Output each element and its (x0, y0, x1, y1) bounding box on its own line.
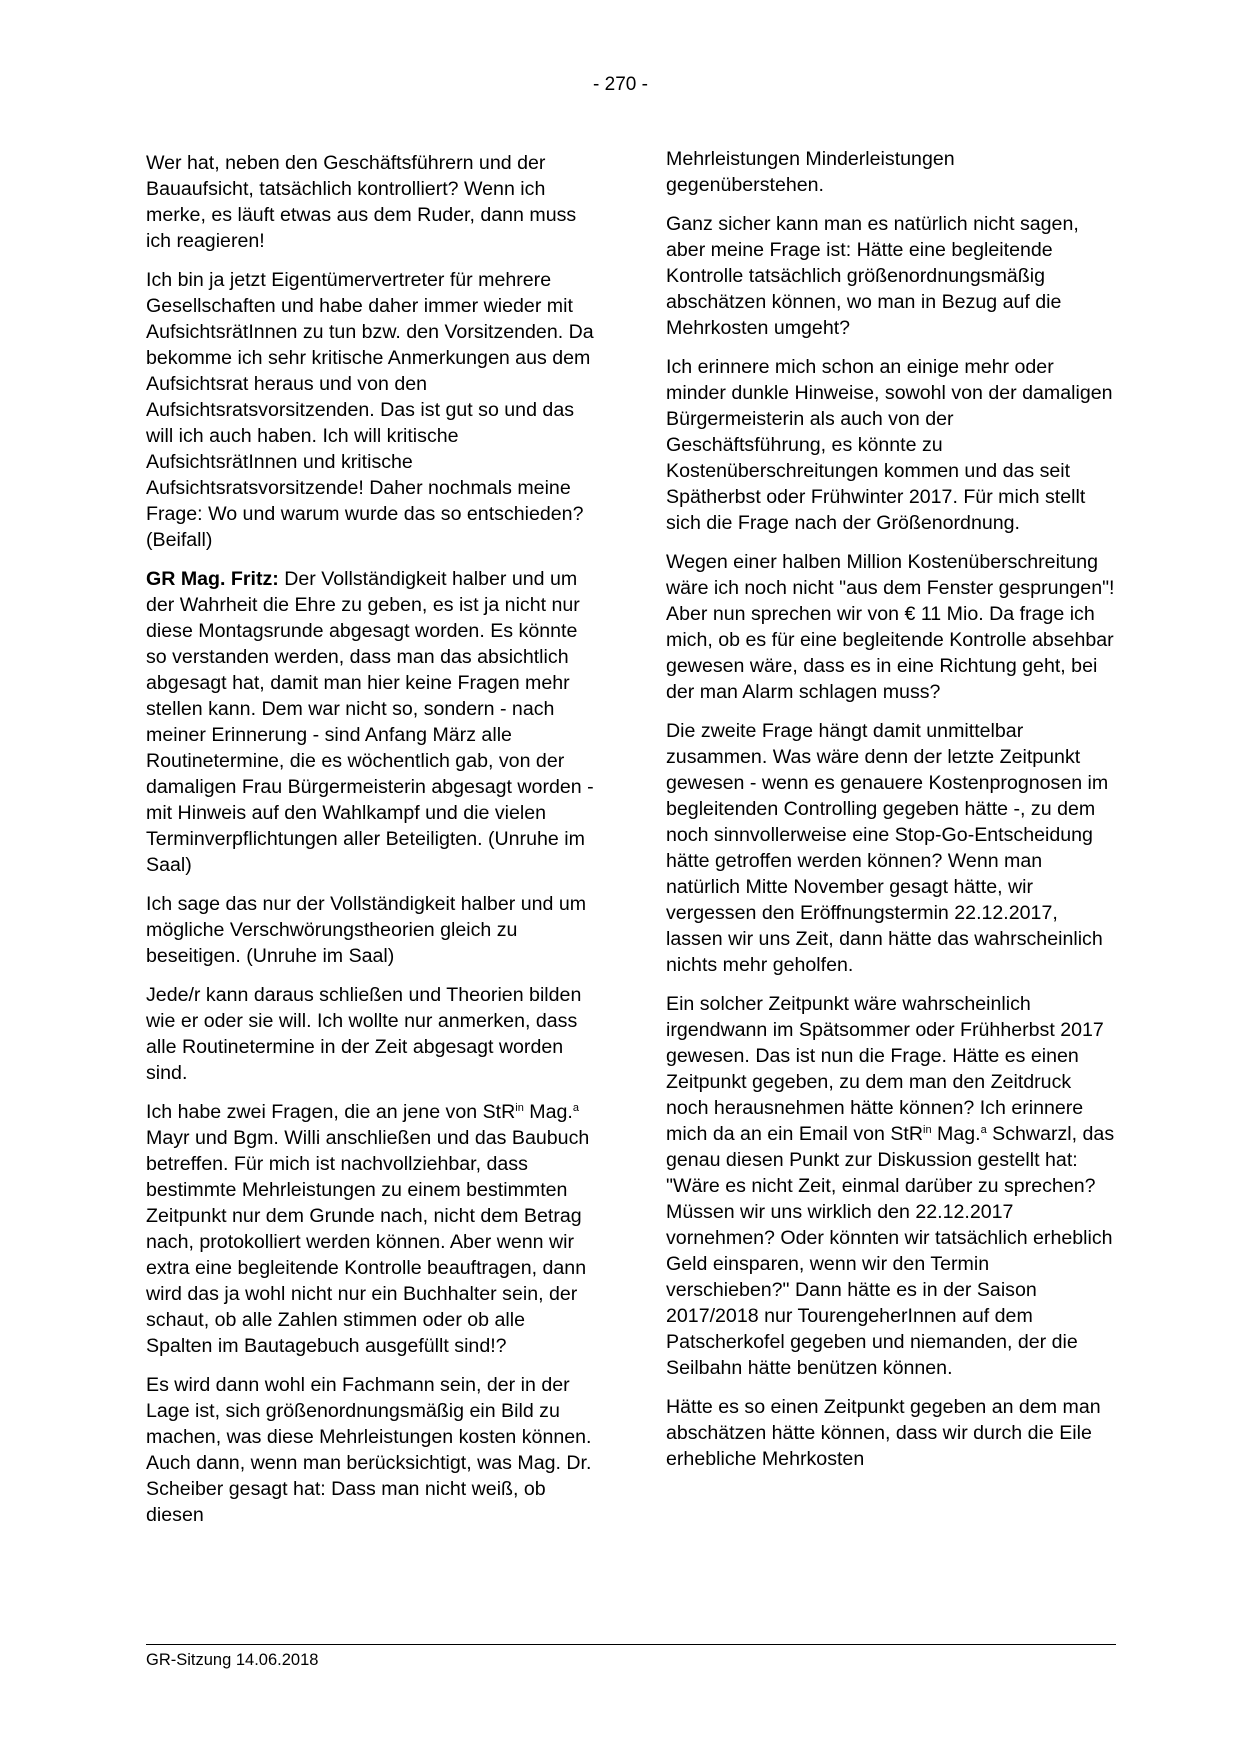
footer-session-date: GR-Sitzung 14.06.2018 (146, 1651, 319, 1669)
paragraph: Hätte es so einen Zeitpunkt gegeben an dem man abschätzen hätte können, dass wir durch die Eile erhebliche Mehrkosten (666, 1396, 1101, 1470)
left-column (146, 150, 596, 1541)
paragraph-text: Mag. (931, 1123, 981, 1145)
page-number: - 270 - (593, 74, 648, 95)
paragraph-text: Mayr und Bgm. Willi anschließen und das Baubuch betreffen. Für mich ist nachvollziehbar, dass bestimmte Mehrleistungen zu einem bestimmten Zeitpunkt nur dem Grunde nach, nicht dem Betrag nach, protokolliert werden können. Aber wenn wir extra eine begleitende Kontrolle beauftragen, dann wird das ja wohl nicht nur ein Buchhalter sein, der schaut, ob alle Zahlen stimmen oder ob alle Spalten im Bautagebuch ausgefüllt sind!? (146, 1127, 590, 1357)
paragraph: Wer hat, neben den Geschäftsführern und der Bauaufsicht, tatsächlich kontrolliert? Wenn ich merke, es läuft etwas aus dem Ruder, dann muss ich reagieren! (146, 152, 577, 252)
footer-divider (146, 1644, 1116, 1645)
paragraph-text: Ich habe zwei Fragen, die an jene von StR (146, 1101, 516, 1123)
paragraph: Ganz sicher kann man es natürlich nicht sagen, aber meine Frage ist: Hätte eine begleitende Kontrolle tatsächlich größenordnungsmäßig abschätzen können, wo man in Bezug auf die Mehrkosten umgeht? (666, 213, 1079, 339)
paragraph-text: Mag. (523, 1101, 573, 1123)
paragraph: Es wird dann wohl ein Fachmann sein, der in der Lage ist, sich größenordnungsmäßig ein Bild zu machen, was diese Mehrleistungen kosten können. Auch dann, wenn man berücksichtigt, was Mag. Dr. Scheiber gesagt hat: Dass man nicht weiß, ob diesen (146, 1374, 592, 1526)
paragraph-text: Der Vollständigkeit halber und um der Wahrheit die Ehre zu geben, es ist ja nicht nur diese Montagsrunde abgesagt worden. Es könnte so verstanden werden, dass man das absichtlich abgesagt hat, damit man hier keine Fragen mehr stellen kann. Dem war nicht so, sondern - nach meiner Erinnerung - sind Anfang März alle Routinetermine, die es wöchentlich gab, von der damaligen Frau Bürgermeisterin abgesagt worden - mit Hinweis auf den Wahlkampf und die vielen Terminverpflichtungen aller Beteiligten. (Unruhe im Saal) (146, 568, 594, 876)
paragraph-text: Ein solcher Zeitpunkt wäre wahrscheinlich irgendwann im Spätsommer oder Frühherbst 2017 gewesen. Das ist nun die Frage. Hätte es einen Zeitpunkt gegeben, zu dem man den Zeitdruck noch herausnehmen hätte können? Ich erinnere mich da an ein Email von StR (666, 993, 1104, 1145)
paragraph (146, 566, 596, 878)
paragraph: Die zweite Frage hängt damit unmittelbar zusammen. Was wäre denn der letzte Zeitpunkt gewesen - wenn es genauere Kostenprognosen im begleitenden Controlling gegeben hätte -, zu dem noch sinnvollerweise eine Stop-Go-Entscheidung hätte getroffen werden können? Wenn man natürlich Mitte November gesagt hätte, wir vergessen den Eröffnungstermin 22.12.2017, lassen wir uns Zeit, dann hätte das wahrscheinlich nichts mehr geholfen. (666, 720, 1109, 976)
paragraph: Wegen einer halben Million Kostenüberschreitung wäre ich noch nicht "aus dem Fenster gesprungen"! Aber nun sprechen wir von € 11 Mio. Da frage ich mich, ob es für eine begleitende Kontrolle absehbar gewesen wäre, dass es in eine Richtung geht, bei der man Alarm schlagen muss? (666, 551, 1115, 703)
paragraph (666, 991, 1116, 1381)
paragraph: Jede/r kann daraus schließen und Theorien bilden wie er oder sie will. Ich wollte nur anmerken, dass alle Routinetermine in der Zeit abgesagt worden sind. (146, 984, 582, 1084)
paragraph-text: Schwarzl, das genau diesen Punkt zur Diskussion gestellt hat: "Wäre es nicht Zeit, einmal darüber zu sprechen? Müssen wir uns wirklich den 22.12.2017 vornehmen? Oder könnten wir tatsächlich erheblich Geld einsparen, wenn wir den Termin verschieben?" Dann hätte es in der Saison 2017/2018 nur TourengeherInnen auf dem Patscherkofel gegeben und niemanden, der die Seilbahn hätte benützen können. (666, 1123, 1115, 1379)
superscript: a (980, 1124, 987, 1136)
superscript: a (572, 1102, 579, 1114)
paragraph: Mehrleistungen Minderleistungen gegenüberstehen. (666, 148, 955, 196)
superscript: in (515, 1102, 524, 1114)
speaker-name: GR Mag. Fritz: (146, 568, 279, 590)
right-column (666, 146, 1116, 1485)
paragraph: Ich sage das nur der Vollständigkeit halber und um mögliche Verschwörungstheorien gleich zu beseitigen. (Unruhe im Saal) (146, 893, 587, 967)
superscript: in (923, 1124, 932, 1136)
paragraph: Ich erinnere mich schon an einige mehr oder minder dunkle Hinweise, sowohl von der damaligen Bürgermeisterin als auch von der Geschäftsführung, es könnte zu Kostenüberschreitungen kommen und das seit Spätherbst oder Frühwinter 2017. Für mich stellt sich die Frage nach der Größenordnung. (666, 356, 1113, 534)
paragraph (146, 1099, 596, 1359)
paragraph: Ich bin ja jetzt Eigentümervertreter für mehrere Gesellschaften und habe daher immer wieder mit AufsichtsrätInnen zu tun bzw. den Vorsitzenden. Da bekomme ich sehr kritische Anmerkungen aus dem Aufsichtsrat heraus und von den Aufsichtsratsvorsitzenden. Das ist gut so und das will ich auch haben. Ich will kritische AufsichtsrätInnen und kritische Aufsichtsratsvorsitzende! Daher nochmals meine Frage: Wo und warum wurde das so entschieden? (Beifall) (146, 269, 594, 551)
